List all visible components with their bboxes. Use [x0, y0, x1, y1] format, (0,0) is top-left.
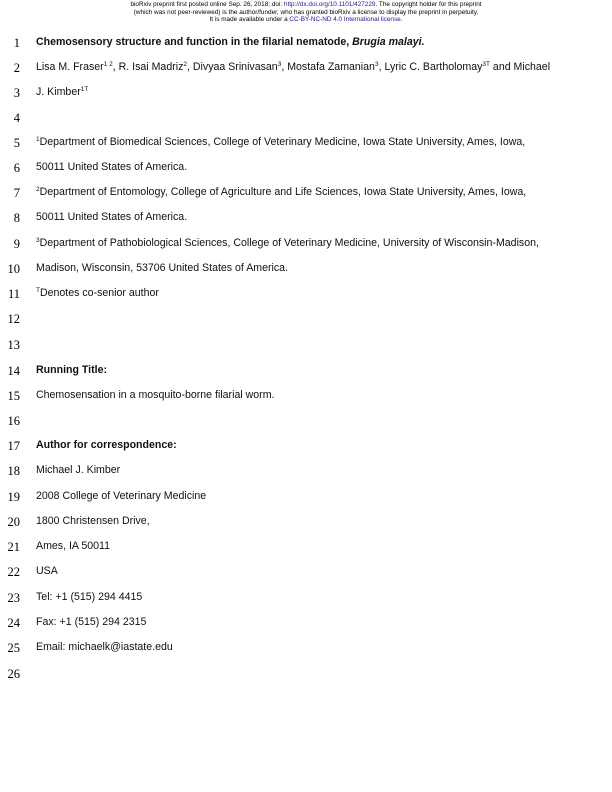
line-number: 22: [7, 565, 20, 579]
author-name: , Mostafa Zamanian: [281, 61, 375, 73]
affiliation-text: Department of Pathobiological Sciences, College of Veterinary Medicine, University of Wisconsin-Madison,: [39, 237, 539, 249]
line-number: 2: [13, 61, 20, 75]
author-affiliation-marker: 3: [277, 61, 282, 68]
line-number: 19: [7, 490, 20, 504]
line-number: 3: [13, 86, 20, 100]
co-senior-text: Denotes co-senior author: [39, 287, 159, 299]
species-name: Brugia malayi.: [352, 36, 425, 48]
affiliation-3-continued: Madison, Wisconsin, 53706 United States of America.: [36, 262, 289, 274]
correspondence-heading: Author for correspondence:: [36, 439, 177, 451]
line-number: 16: [7, 414, 20, 428]
header-text: It is made available under a: [209, 16, 290, 24]
running-title-heading: Running Title:: [36, 364, 108, 376]
affiliation-marker: 3: [36, 237, 40, 244]
correspondence-country: USA: [36, 565, 58, 577]
line-number: 23: [7, 591, 20, 605]
affiliation-marker: 1: [36, 136, 40, 143]
author-name: J. Kimber: [36, 86, 81, 98]
line-number: 7: [13, 186, 20, 200]
correspondence-telephone: Tel: +1 (515) 294 4415: [36, 591, 143, 603]
line-number: 17: [7, 439, 20, 453]
line-number: 4: [13, 111, 20, 125]
correspondence-email[interactable]: Email: michaelk@iastate.edu: [36, 641, 173, 653]
paper-title: [36, 36, 596, 49]
line-number: 24: [7, 616, 20, 630]
line-number: 21: [7, 540, 20, 554]
affiliation-text: Department of Entomology, College of Agriculture and Life Sciences, Iowa State University, Ames, Iowa,: [39, 186, 527, 198]
author-name: , Lyric C. Bartholomay: [378, 61, 483, 73]
author-list-continued: [36, 86, 596, 99]
author-affiliation-marker: 1T: [80, 86, 89, 93]
correspondence-address-line: 2008 College of Veterinary Medicine: [36, 490, 207, 502]
co-senior-marker: T: [36, 287, 40, 294]
author-name: and Michael: [489, 61, 551, 73]
title-text: Chemosensory structure and function in the filarial nematode,: [36, 36, 353, 48]
affiliation-1-continued: 50011 United States of America.: [36, 161, 188, 173]
line-number: 1: [13, 36, 20, 50]
line-number: 25: [7, 641, 20, 655]
author-list: [36, 61, 596, 74]
correspondence-address-line: Ames, IA 50011: [36, 540, 111, 552]
author-affiliation-marker: 2: [183, 61, 188, 68]
author-affiliation-marker: 3: [374, 61, 379, 68]
line-number: 11: [7, 287, 20, 301]
line-number: 13: [7, 338, 20, 352]
line-number: 10: [7, 262, 20, 276]
correspondence-name: Michael J. Kimber: [36, 464, 121, 476]
line-number: 18: [7, 464, 20, 478]
line-number: 6: [13, 161, 20, 175]
line-number: 15: [7, 389, 20, 403]
affiliation-text: Department of Biomedical Sciences, College of Veterinary Medicine, Iowa State University, Ames, Iowa,: [39, 136, 526, 148]
doi-link[interactable]: http://dx.doi.org/10.1101/427229: [283, 1, 376, 8]
affiliation-2: [36, 186, 596, 199]
header-line-2: (which was not peer-reviewed) is the author/funder, who has granted bioRxiv a license to display the preprint in perpetuity.: [133, 8, 479, 16]
affiliation-marker: 2: [36, 186, 40, 193]
line-number: 8: [13, 211, 20, 225]
author-affiliation-marker: 1 2: [103, 61, 113, 68]
author-affiliation-marker: 3T: [482, 61, 490, 68]
author-name: , Divyaa Srinivasan: [187, 61, 278, 73]
header-text: . The copyright holder for this preprint: [375, 1, 482, 8]
affiliation-2-continued: 50011 United States of America.: [36, 211, 188, 223]
header-text: .: [400, 16, 403, 24]
co-senior-note: [36, 287, 596, 300]
author-name: Lisa M. Fraser: [36, 61, 104, 73]
author-name: , R. Isai Madriz: [112, 61, 184, 73]
running-title-text: Chemosensation in a mosquito-borne filarial worm.: [36, 389, 275, 401]
line-number: 26: [7, 667, 20, 681]
affiliation-1: [36, 136, 596, 149]
line-number: 9: [13, 237, 20, 251]
line-number: 14: [7, 364, 20, 378]
correspondence-fax: Fax: +1 (515) 294 2315: [36, 616, 147, 628]
license-link[interactable]: CC-BY-NC-ND 4.0 International license: [289, 16, 401, 24]
affiliation-3: [36, 237, 596, 250]
correspondence-address-line: 1800 Christensen Drive,: [36, 515, 150, 527]
header-text: bioRxiv preprint first posted online Sep. 26, 2018; doi:: [130, 1, 284, 8]
line-number: 5: [13, 136, 20, 150]
line-number: 12: [7, 312, 20, 326]
line-number: 20: [7, 515, 20, 529]
